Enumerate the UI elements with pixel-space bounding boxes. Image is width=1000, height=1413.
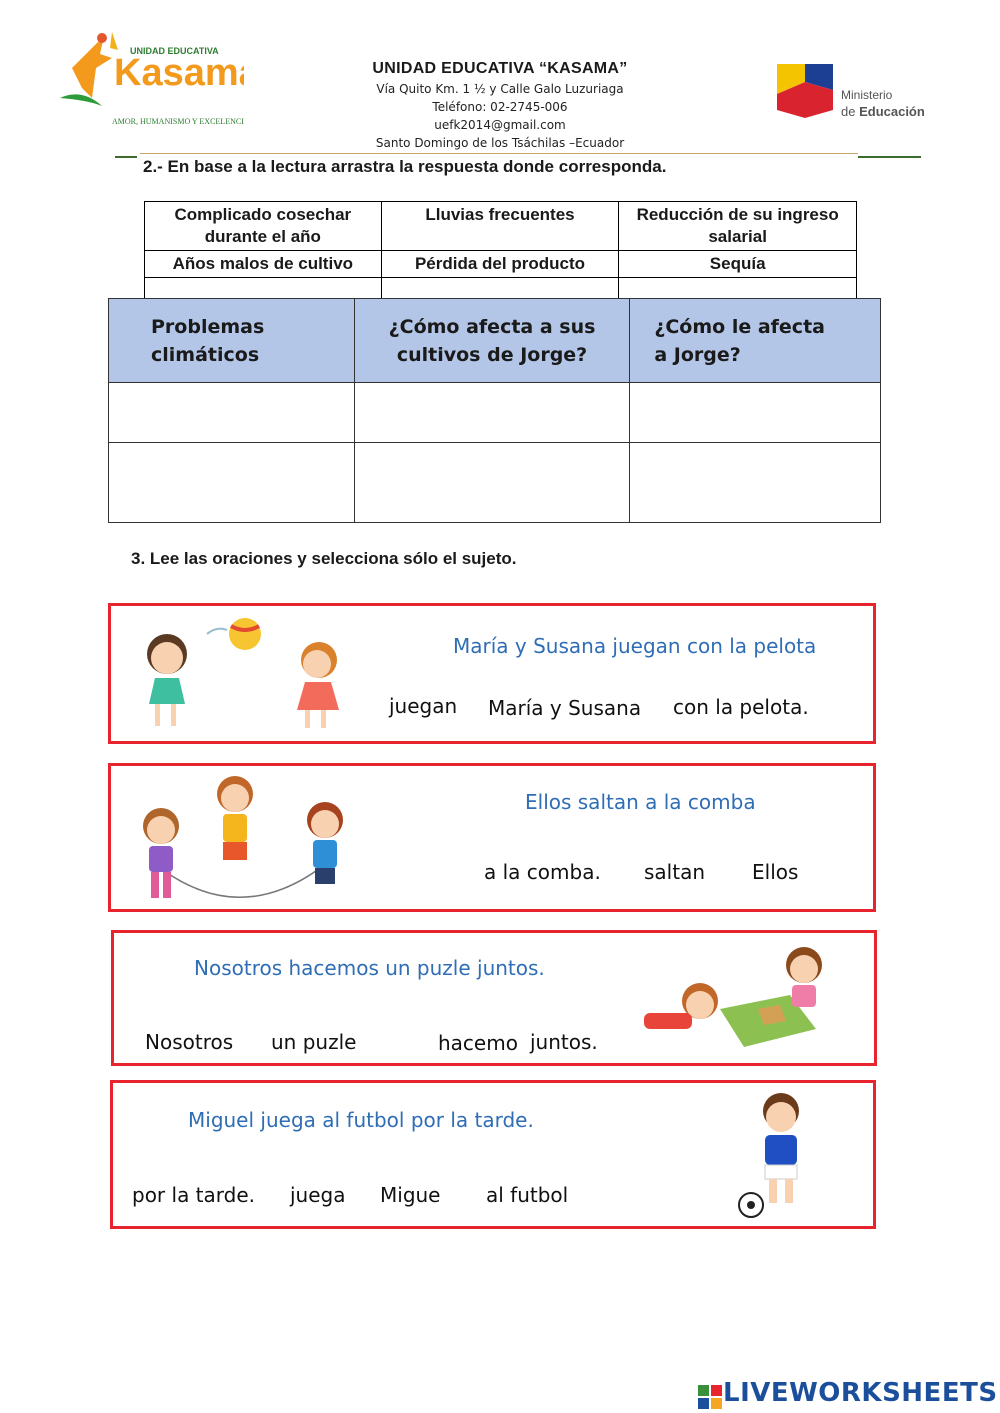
school-address: Vía Quito Km. 1 ½ y Calle Galo Luzuriaga xyxy=(376,82,624,96)
drag-option[interactable]: Sequía xyxy=(619,251,857,278)
sentence: María y Susana juegan con la pelota xyxy=(453,634,817,658)
ministry-logo xyxy=(775,60,925,122)
kids-jumping-rope-illustration xyxy=(127,770,367,908)
drag-option[interactable]: Reducción de su ingreso salarial xyxy=(619,202,857,251)
school-email: uefk2014@gmail.com xyxy=(434,118,566,132)
answer-options-table xyxy=(144,201,857,301)
table-header-crops: ¿Cómo afecta a sus cultivos de Jorge? xyxy=(354,299,630,383)
table-header-jorge: ¿Cómo le afecta a Jorge? xyxy=(630,299,881,383)
school-logo-graphic xyxy=(52,28,244,136)
ministry-line2-prefix: de xyxy=(841,104,860,119)
ecuador-flag-icon xyxy=(775,60,837,120)
answer-option[interactable]: un puzle xyxy=(271,1030,357,1054)
school-phone: Teléfono: 02-2745-006 xyxy=(432,100,568,114)
answer-option[interactable]: Nosotros xyxy=(145,1030,234,1054)
question-2-instruction: 2.- En base a la lectura arrastra la respuesta donde corresponda. xyxy=(143,157,667,176)
school-logo-line1: UNIDAD EDUCATIVA xyxy=(130,46,219,56)
answer-option[interactable]: María y Susana xyxy=(488,696,642,720)
answer-option[interactable]: por la tarde. xyxy=(132,1183,256,1207)
school-logo-name: Kasam xyxy=(114,52,239,94)
drop-zone[interactable] xyxy=(354,443,630,523)
table-header-problems: Problemas climáticos xyxy=(109,299,355,383)
answer-option[interactable]: saltan xyxy=(644,860,706,884)
liveworksheets-logo-icon xyxy=(697,1384,723,1410)
drop-zone[interactable] xyxy=(109,383,355,443)
header-divider-right xyxy=(858,156,921,158)
drop-zone[interactable] xyxy=(354,383,630,443)
header-divider-left xyxy=(115,156,137,158)
header-divider xyxy=(140,153,858,154)
drag-option[interactable]: Lluvias frecuentes xyxy=(381,202,619,251)
answer-option[interactable]: juegan xyxy=(389,694,458,718)
answer-option[interactable]: Ellos xyxy=(752,860,799,884)
exercise-box-2 xyxy=(108,763,876,912)
boy-soccer-illustration xyxy=(723,1089,833,1225)
ministry-line2-bold: Educación xyxy=(859,104,925,119)
sentence: Miguel juega al futbol por la tarde. xyxy=(188,1108,534,1132)
school-logo-motto: AMOR, HUMANISMO Y EXCELENCIA xyxy=(112,117,244,126)
question-3-instruction: 3. Lee las oraciones y selecciona sólo el sujeto. xyxy=(131,549,517,568)
school-logo xyxy=(52,28,244,136)
drag-option[interactable]: Pérdida del producto xyxy=(381,251,619,278)
liveworksheets-brand xyxy=(697,1378,998,1410)
school-city: Santo Domingo de los Tsáchilas –Ecuador xyxy=(375,136,625,150)
drag-option[interactable]: Complicado cosechar durante el año xyxy=(145,202,382,251)
answer-option[interactable]: juntos. xyxy=(530,1030,598,1054)
exercise-box-3 xyxy=(111,930,877,1066)
sentence: Ellos saltan a la comba xyxy=(525,790,756,814)
brand-prefix: LIVE xyxy=(723,1378,790,1408)
girls-playing-ball-illustration xyxy=(127,612,377,736)
drop-zone[interactable] xyxy=(630,443,881,523)
brand-suffix: WORKSHEETS xyxy=(789,1378,998,1408)
answer-option[interactable]: con la pelota. xyxy=(673,695,809,719)
school-title: UNIDAD EDUCATIVA “KASAMA” xyxy=(372,60,628,77)
answer-option[interactable]: al futbol xyxy=(486,1183,569,1207)
sentence: Nosotros hacemos un puzle juntos. xyxy=(194,956,545,980)
exercise-box-4 xyxy=(110,1080,876,1229)
answer-option[interactable]: hacemo xyxy=(438,1031,518,1055)
ministry-line1: Ministerio xyxy=(841,88,893,102)
answer-option[interactable]: juega xyxy=(290,1183,346,1207)
drag-option[interactable]: Años malos de cultivo xyxy=(145,251,382,278)
exercise-box-1 xyxy=(108,603,876,744)
answer-option[interactable]: a la comba. xyxy=(484,860,601,884)
drop-zone[interactable] xyxy=(109,443,355,523)
classification-table xyxy=(108,298,881,523)
answer-option[interactable]: Migue xyxy=(380,1183,441,1207)
drop-zone[interactable] xyxy=(630,383,881,443)
ministry-line2 xyxy=(841,104,925,119)
kids-puzzle-illustration xyxy=(640,939,846,1061)
